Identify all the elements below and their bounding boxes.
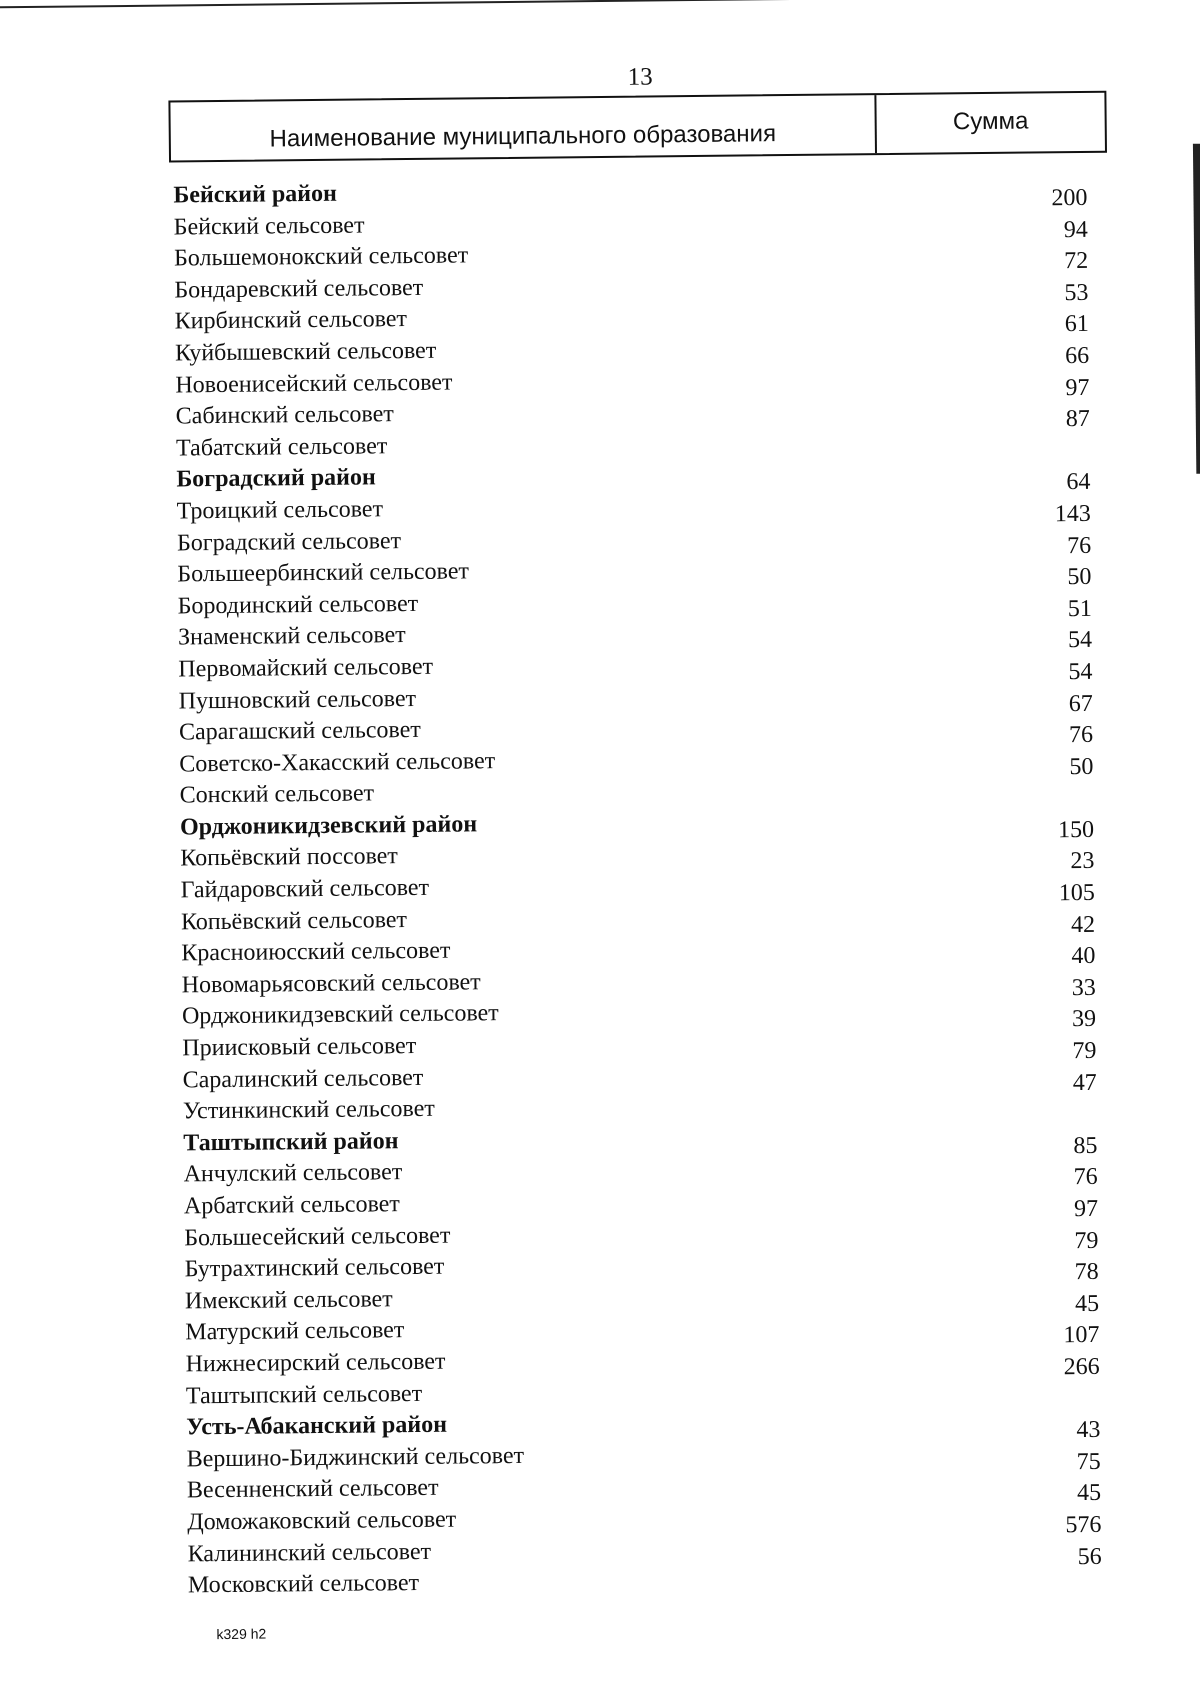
municipality-name: Саралинский сельсовет [182, 1064, 424, 1094]
amount-value: 47 [1072, 1069, 1097, 1096]
municipality-name: Советско-Хакасский сельсовет [179, 747, 496, 778]
amount-value: 75 [1076, 1448, 1101, 1475]
municipality-name: Матурский сельсовет [185, 1317, 405, 1346]
amount-value: 40 [1071, 943, 1096, 970]
municipality-name: Копьёвский сельсовет [180, 906, 408, 936]
amount-value: 94 [1063, 216, 1088, 243]
amount-value: 45 [1074, 1290, 1100, 1317]
municipality-name: Кирбинский сельсовет [174, 306, 408, 335]
municipality-name: Красноиюсский сельсовет [181, 937, 451, 967]
amount-value: 43 [1076, 1416, 1101, 1444]
amount-value: 45 [1076, 1480, 1102, 1507]
municipality-name: Новоенисейский сельсовет [175, 369, 453, 399]
amount-value: 66 [1064, 342, 1090, 370]
amount-value: 97 [1065, 374, 1090, 401]
amount-value: 143 [1054, 500, 1091, 528]
municipality-name: Троицкий сельсовет [176, 496, 384, 525]
amount-value [1090, 435, 1116, 467]
amount-value [1097, 1099, 1123, 1131]
amount-value: 51 [1067, 595, 1092, 622]
amount-value: 87 [1065, 406, 1090, 433]
municipality-name: Сарагашский сельсовет [178, 717, 421, 746]
amount-value: 54 [1068, 658, 1093, 686]
municipality-name: Вершино-Биджинский сельсовет [186, 1442, 525, 1473]
amount-value: 50 [1069, 753, 1094, 780]
municipality-name: Имекский сельсовет [184, 1286, 393, 1315]
municipality-name: Пушновский сельсовет [178, 685, 417, 714]
amount-value: 64 [1066, 469, 1091, 496]
amount-value: 33 [1071, 974, 1096, 1001]
header-sum-column: Сумма [952, 107, 1029, 136]
district-name: Усть-Абаканский район [186, 1411, 448, 1441]
municipality-name: Новомарьясовский сельсовет [181, 969, 481, 999]
amount-value: 150 [1057, 816, 1095, 844]
amount-value: 67 [1068, 690, 1093, 717]
district-name: Таштыпский район [183, 1127, 399, 1157]
table-header [168, 91, 1107, 163]
municipality-name: Сонский сельсовет [179, 780, 375, 809]
municipality-name: Знаменский сельсовет [177, 622, 406, 651]
amount-value: 54 [1067, 627, 1093, 654]
municipality-name: Арбатский сельсовет [183, 1191, 400, 1220]
municipality-name: Большемонокский сельсовет [173, 242, 469, 272]
district-name: Бейский район [173, 180, 338, 209]
amount-value: 85 [1073, 1132, 1098, 1159]
municipality-name: Таштыпский сельсовет [185, 1380, 423, 1409]
amount-value: 76 [1073, 1164, 1098, 1191]
amount-value: 266 [1063, 1353, 1100, 1381]
amount-value: 200 [1051, 184, 1088, 212]
footer-code: k329 h2 [216, 1625, 267, 1643]
municipality-name: Копьёвский поссовет [180, 843, 398, 872]
municipality-name: Куйбышевский сельсовет [174, 337, 437, 367]
amount-value: 39 [1071, 1006, 1097, 1033]
page-number: 13 [627, 63, 653, 91]
scan-edge-top [0, 0, 1074, 8]
municipality-name: Боградский сельсовет [176, 527, 402, 556]
municipality-name: Анчулский сельсовет [183, 1159, 403, 1188]
municipality-name: Гайдаровский сельсовет [180, 874, 430, 904]
municipality-name: Приисковый сельсовет [182, 1033, 417, 1062]
amount-value: 53 [1064, 279, 1089, 306]
district-name: Боградский район [176, 464, 376, 493]
municipality-name: Сабинский сельсовет [175, 401, 394, 430]
municipality-name: Большесейский сельсовет [184, 1222, 451, 1252]
municipality-name: Бейский сельсовет [173, 212, 365, 241]
amount-value: 97 [1073, 1195, 1099, 1223]
amount-value: 42 [1070, 911, 1096, 938]
district-name: Орджоникидзевский район [179, 811, 478, 841]
amount-value: 79 [1072, 1037, 1097, 1065]
scan-edge-right [1193, 144, 1200, 474]
municipality-name: Орджоникидзевский сельсовет [181, 1000, 499, 1030]
municipality-name: Бутрахтинский сельсовет [184, 1253, 445, 1283]
amount-value: 50 [1067, 564, 1092, 591]
municipality-name: Первомайский сельсовет [178, 653, 434, 683]
amount-value: 576 [1065, 1511, 1102, 1539]
amount-value: 61 [1064, 311, 1089, 338]
municipality-name: Нижнесирский сельсовет [185, 1348, 446, 1378]
amount-value: 56 [1077, 1543, 1102, 1570]
municipality-name: Бондаревский сельсовет [174, 274, 424, 304]
amount-value [1094, 783, 1120, 815]
amount-value: 105 [1058, 879, 1095, 907]
municipality-name: Весенненский сельсовет [186, 1475, 439, 1504]
amount-value: 76 [1066, 532, 1092, 559]
amount-value [1100, 1383, 1126, 1415]
municipality-name: Московский сельсовет [187, 1570, 420, 1599]
header-name-column: Наименование муниципального образования [170, 95, 877, 160]
amount-value: 76 [1068, 721, 1094, 749]
amount-value [1102, 1573, 1128, 1605]
amount-value: 107 [1063, 1322, 1100, 1349]
amount-value: 79 [1074, 1227, 1099, 1254]
municipality-name: Большеербинский сельсовет [177, 558, 470, 588]
municipality-name: Доможаковский сельсовет [187, 1506, 457, 1536]
amount-value: 72 [1063, 248, 1089, 275]
municipality-name: Табатский сельсовет [175, 432, 388, 462]
amount-value: 78 [1074, 1259, 1099, 1286]
amount-value: 23 [1070, 848, 1095, 875]
municipality-name: Устинкинский сельсовет [182, 1096, 435, 1125]
municipality-name: Калининский сельсовет [187, 1538, 432, 1567]
municipality-name: Бородинский сельсовет [177, 590, 419, 620]
municipality-list [173, 171, 1128, 1602]
